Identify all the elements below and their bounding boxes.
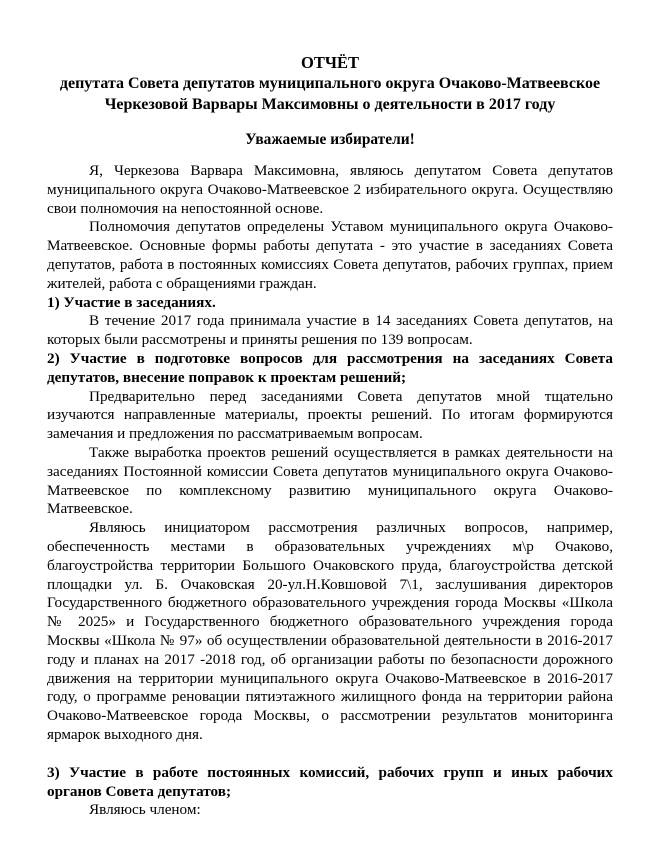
membership-paragraph: Являюсь членом: (89, 801, 201, 819)
document-subtitle-name: Черкезовой Варвары Максимовны о деятельности в 2017 году (104, 96, 556, 113)
document-page (47, 52, 613, 820)
document-subtitle-deputy: депутата Совета депутатов муниципального округа Очаково-Матвеевское (59, 75, 601, 92)
preparation-paragraph: Предварительно перед заседаниями Совета депутатов мной тщательно изучаются направленные материалы, проекты решений. По итогам формируются замечания и предложения по рассматриваемым вопросам. (47, 387, 613, 443)
commission-paragraph: Также выработка проектов решений осуществляется в рамках деятельности на заседаниях Постоянной комиссии Совета депутатов муниципального округа Очаково-Матвеевское по комплексному развитию муниципального округа Очаково-Матвеевское. (47, 443, 613, 518)
intro-paragraph: Я, Черкезова Варвара Максимовна, являюсь депутатом Совета депутатов муниципального округа Очаково-Матвеевское 2 избирательного округа. Осуществляю свои полномочия на непостоянной основе. (47, 162, 613, 217)
section-heading-preparation: 2) Участие в подготовке вопросов для рассмотрения на заседаниях Совета депутатов, внесение поправок к проектам решений; (47, 349, 613, 386)
document-title: ОТЧЁТ (301, 53, 359, 72)
meetings-paragraph: В течение 2017 года принимала участие в 14 заседаниях Совета депутатов, на которых были рассмотрены и приняты решения по 139 вопросам. (47, 312, 613, 349)
section-heading-meetings: 1) Участие в заседаниях. (47, 293, 216, 311)
greeting: Уважаемые избиратели! (245, 131, 415, 148)
section-heading-commissions: 3) Участие в работе постоянных комиссий, рабочих групп и иных рабочих органов Совета депутатов; (47, 763, 613, 800)
powers-paragraph: Полномочия депутатов определены Уставом муниципального округа Очаково-Матвеевское. Основные формы работы депутата - это участие в заседаниях Совета депутатов, работа в постоянных комиссиях Совета депутатов, рабочих группах, прием жителей, работа с обращениями граждан. (47, 218, 613, 292)
initiatives-paragraph: Являюсь инициатором рассмотрения различных вопросов, например, обеспеченность местами в образовательных учреждениях м\р Очаково, благоустройства территории Большого Очаковского пруда, благоустройства детской площадки ул. Б. Очаковская 20-ул.Н.Ковшовой 7\1, заслушивания директоров Государственного бюджетного образовательного учреждения города Москвы «Школа № 2025» и Государственного бюджетного образовательного учреждения города Москвы «Школа № 97» об осуществлении образовательной деятельности в 2016-2017 году и планах на 2017 -2018 год, об организации работы по безопасности дорожного движения на территории муниципального округа Очаково-Матвеевское в 2016-2017 году, о программе реновации пятиэтажного жилищного фонда на территории района Очаково-Матвеевское города Москвы, о рассмотрении результатов мониторинга ярмарок выходного дня. (47, 519, 613, 743)
